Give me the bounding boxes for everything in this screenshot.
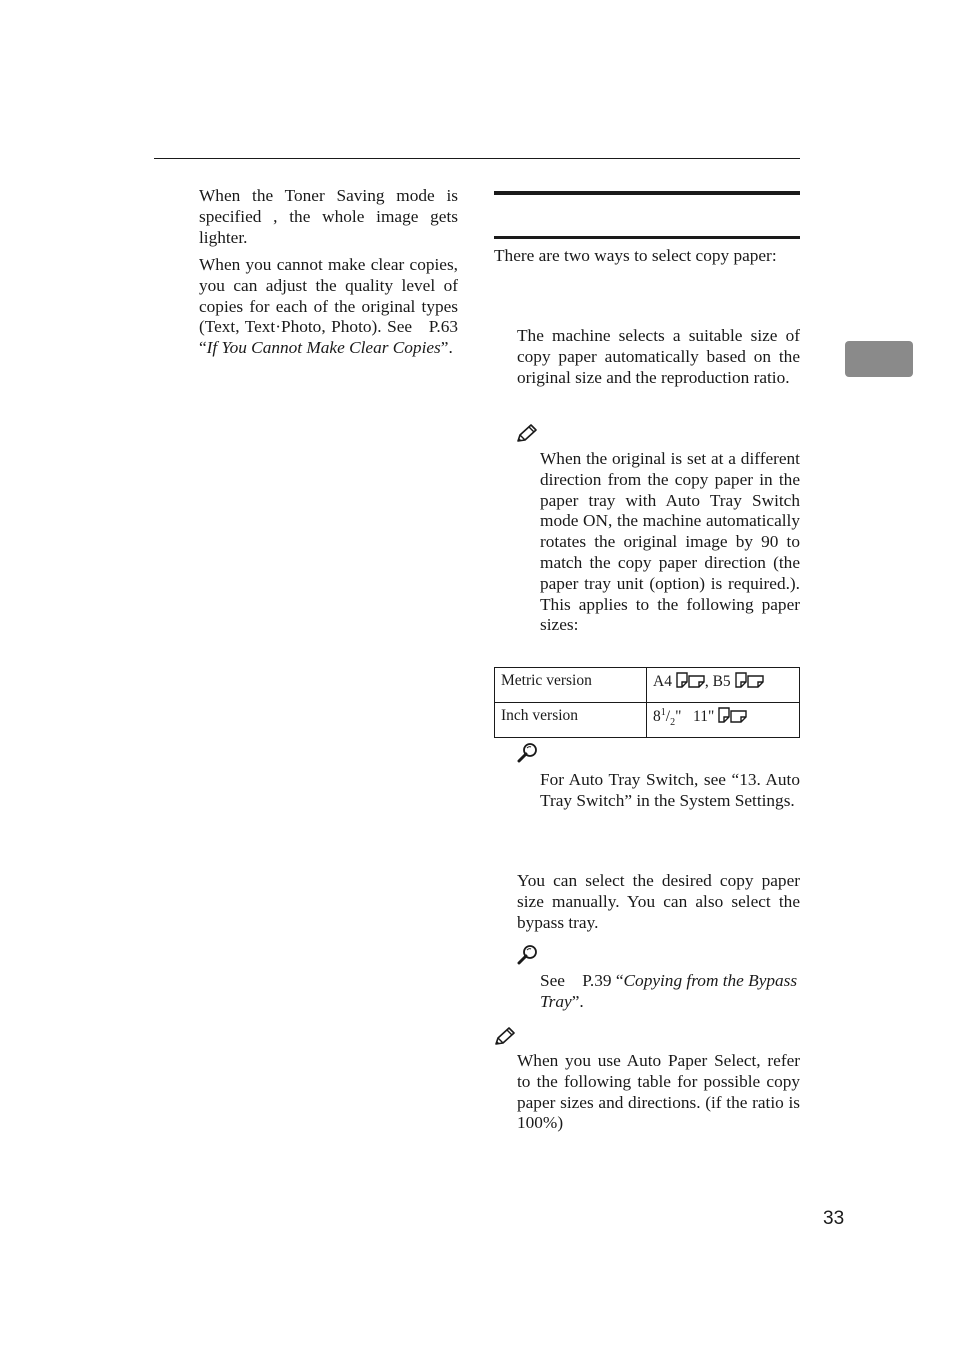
page-number: 33 (823, 1208, 845, 1229)
portrait-paper-icon (718, 707, 730, 723)
clear-copies-ref[interactable]: P.63 “ (199, 317, 458, 358)
size-fraction-numerator: 1 (660, 706, 666, 718)
bypass-tray-ref-title[interactable]: Copying from the Bypass Tray (540, 971, 798, 1011)
section-top-rule (494, 191, 800, 195)
bypass-tray-reference (540, 971, 800, 1013)
landscape-paper-icon (688, 675, 705, 688)
pencil-note-icon (516, 423, 538, 443)
auto-paper-select-table-note: When you use Auto Paper Select, refer to the following table for possible copy paper sizes and directions. (if the ratio is 100%) (517, 1051, 800, 1133)
magnifier-reference-icon (517, 742, 539, 764)
auto-tray-switch-note: When the original is set at a different direction from the copy paper in the paper tray with Auto Tray Switch mode ON, the machine automatically rotates the original image by 90 to match the copy paper direction (the paper tray unit (option) is required.). This applies to the following paper sizes: (540, 449, 800, 635)
table-row (495, 668, 800, 703)
auto-paper-select-description: The machine selects a suitable size of copy paper automatically based on the original size and the reproduction ratio. (517, 326, 800, 387)
paper-size-table (494, 667, 800, 738)
manual-paper-select-description: You can select the desired copy paper size manually. You can also select the bypass tray. (517, 871, 800, 932)
clear-copies-ref-title[interactable]: If You Cannot Make Clear Copies (206, 338, 441, 358)
table-cell-value: $8^1/_2$" 11" (647, 703, 800, 738)
chapter-tab (845, 341, 913, 377)
size-fraction-denominator: 2 (670, 717, 676, 729)
pencil-note-icon (494, 1026, 516, 1046)
clear-copies-text: When you cannot make clear copies, you can adjust the quality level of copies for each of the original types (Text, Text·Photo, Photo). See (199, 255, 458, 337)
clear-copies-ref-end: ”. (440, 338, 453, 358)
table-cell-value (647, 668, 800, 703)
table-cell-label: Inch version (495, 703, 647, 738)
size-letter: " 11" (675, 708, 715, 725)
clear-copies-note (199, 255, 458, 359)
bypass-tray-ref-end: ”. (571, 991, 584, 1011)
auto-tray-switch-reference: For Auto Tray Switch, see “13. Auto Tray Switch” in the System Settings. (540, 770, 800, 810)
toner-saving-note: When the Toner Saving mode is specified , the whole image gets lighter. (199, 186, 458, 247)
portrait-paper-icon (735, 672, 747, 688)
size-a4: A4 (653, 673, 672, 690)
size-b5: , B5 (704, 673, 731, 690)
portrait-paper-icon (676, 672, 688, 688)
reference-see: See (540, 971, 565, 990)
landscape-paper-icon (747, 675, 764, 688)
magnifier-reference-icon (517, 944, 539, 966)
bypass-tray-ref-page[interactable]: P.39 “ (582, 971, 624, 990)
landscape-paper-icon (730, 710, 747, 723)
table-row (495, 703, 800, 738)
size-fraction-whole: 8 (653, 708, 661, 725)
section-bottom-rule (494, 236, 800, 239)
select-paper-intro: There are two ways to select copy paper: (494, 246, 777, 265)
header-rule (154, 158, 800, 159)
table-cell-label: Metric version (495, 668, 647, 703)
